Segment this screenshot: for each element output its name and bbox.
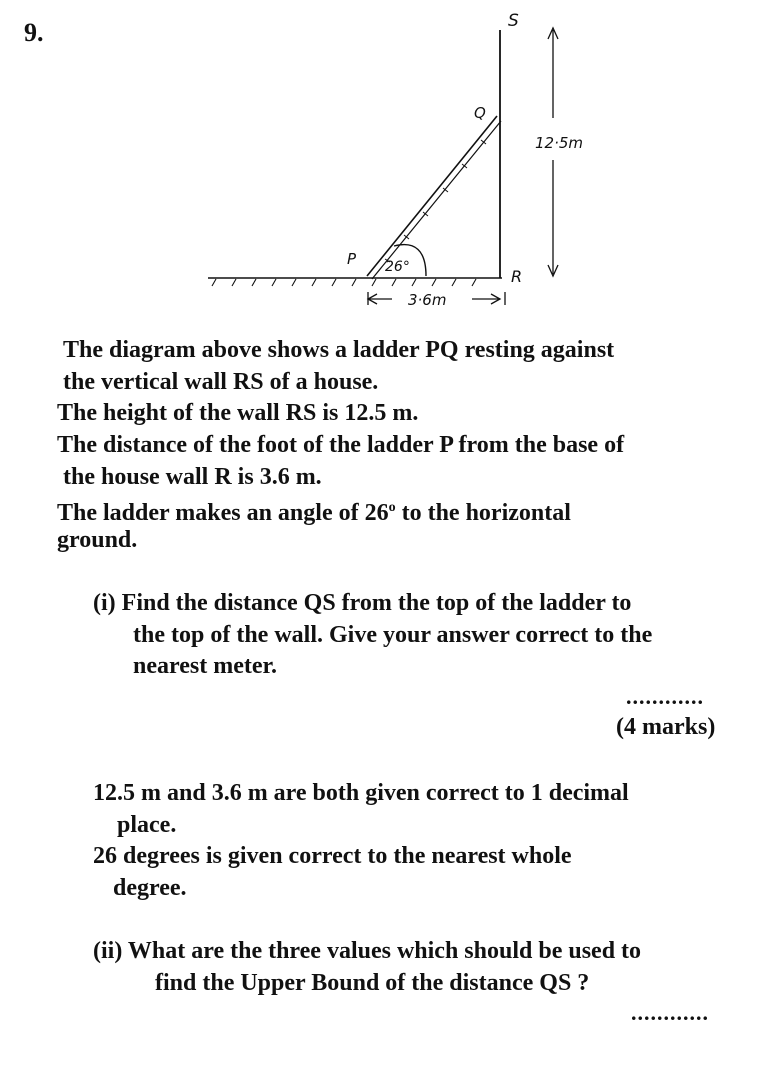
- bounds-line-1: 12.5 m and 3.6 m are both given correct to 1 decimal: [93, 780, 629, 806]
- ladder-diagram: [0, 0, 765, 330]
- intro-line-5: the house wall R is 3.6 m.: [63, 464, 322, 490]
- part-ii-line-2: find the Upper Bound of the distance QS ?: [155, 970, 590, 996]
- label-r: R: [511, 267, 523, 286]
- ladder-pq: [367, 116, 501, 279]
- part-i-line-1: (i) Find the distance QS from the top of the ladder to: [93, 590, 632, 616]
- intro-line-4: The distance of the foot of the ladder P from the base of: [57, 432, 625, 458]
- intro-line-6-pre: The ladder makes an angle of 26: [57, 500, 389, 526]
- intro-line-1: The diagram above shows a ladder PQ resting against: [63, 337, 615, 363]
- label-height: 12·5m: [535, 134, 584, 152]
- ground-hatching: [212, 279, 476, 286]
- height-arrow: [548, 28, 558, 276]
- degree-symbol: o: [388, 500, 396, 515]
- bounds-line-2: place.: [117, 812, 177, 838]
- intro-line-2: the vertical wall RS of a house.: [63, 369, 379, 395]
- part-ii-line-1: (ii) What are the three values which should be used to: [93, 938, 642, 964]
- intro-line-6-post: to the horizontal: [395, 500, 571, 526]
- part-ii-answer-space[interactable]: ............: [631, 1000, 709, 1025]
- part-i-line-2: the top of the wall. Give your answer correct to the: [133, 622, 653, 648]
- label-p: P: [347, 250, 357, 268]
- label-angle: 26°: [385, 259, 410, 275]
- part-i-marks: (4 marks): [616, 714, 716, 740]
- bounds-line-3: 26 degrees is given correct to the nearest whole: [93, 843, 572, 869]
- intro-line-7: ground.: [57, 527, 138, 553]
- part-i-line-3: nearest meter.: [133, 653, 277, 679]
- question-number: 9.: [24, 18, 44, 47]
- bounds-line-4: degree.: [113, 875, 187, 901]
- label-s: S: [508, 11, 519, 31]
- intro-line-3: The height of the wall RS is 12.5 m.: [57, 400, 419, 426]
- label-q: Q: [474, 104, 486, 122]
- label-base: 3·6m: [408, 291, 447, 309]
- part-i-answer-space[interactable]: ............: [626, 684, 704, 709]
